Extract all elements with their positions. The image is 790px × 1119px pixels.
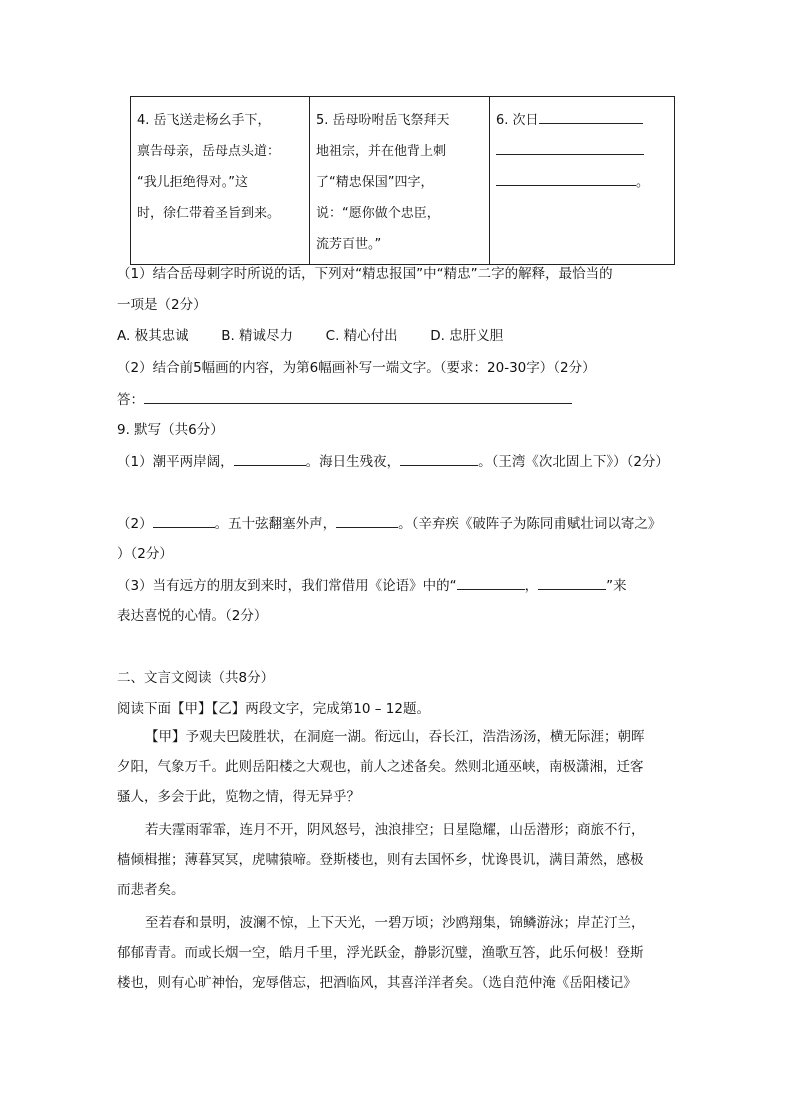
q9-item-3-text-b: ，	[524, 578, 539, 594]
section-2-title: 二、文言文阅读（共8分）	[117, 670, 275, 686]
q9-item-2-text-a: （2）	[117, 516, 153, 532]
q1-stem-line-1: （1）结合岳母刺字时所说的话，下列对“精忠报国”中“精忠”二字的解释，最恰当的	[117, 266, 613, 282]
q2-stem: （2）结合前5幅画的内容，为第6幅画补写一端文字。（要求：20-30字）（2分）	[117, 360, 596, 376]
q9-item-2-text-c: 。（辛弃疾《破阵子为陈同甫赋壮词以寄之》	[398, 516, 662, 532]
q2-answer-label: 答：	[117, 392, 144, 408]
panel-5-line: 说：“愿你做个忠臣，	[316, 206, 440, 221]
q9-item-3-blank-1[interactable]	[457, 573, 525, 590]
panel-6-blank-2[interactable]	[496, 138, 644, 155]
q9-item-3-text-a: （3）当有远方的朋友到来时，我们常借用《论语》中的“	[117, 578, 457, 594]
q9-item-3-text-c: ”来	[606, 578, 627, 594]
q1-option-d[interactable]: D. 忠肝义胆	[430, 328, 504, 344]
q2-answer-row	[117, 387, 572, 408]
q9-item-3-cont: 表达喜悦的心情。（2分）	[117, 608, 268, 624]
q9-item-1-text-c: 。（王湾《次北固上下》）（2分）	[478, 454, 669, 470]
q9-item-2-blank-1[interactable]	[153, 511, 215, 528]
q9-item-1-text-a: （1）潮平两岸阔，	[117, 454, 234, 470]
panel-6-line	[496, 136, 668, 167]
panel-6-line	[496, 105, 668, 136]
panel-5-line: 5. 岳母吩咐岳飞祭拜天	[316, 113, 450, 128]
passage-para-1	[117, 722, 645, 812]
panel-6-label: 6. 次日	[496, 113, 539, 128]
q1-stem-line-2: 一项是（2分）	[117, 297, 207, 313]
panel-4-line: 时，徐仁带着圣旨到来。	[137, 206, 281, 221]
story-panel-table	[130, 96, 675, 265]
panel-4-line: 禀告母亲，岳母点头道：	[137, 144, 281, 159]
q9-item-2-text-b: 。五十弦翻塞外声，	[214, 516, 337, 532]
panel-6-end-mark: 。	[636, 175, 650, 190]
panel-6-line	[496, 167, 668, 198]
q1-option-b[interactable]: B. 精诚尽力	[221, 328, 294, 344]
panel-5-line: 了“精忠保国”四字，	[316, 175, 434, 190]
q9-title: 9. 默写（共6分）	[117, 422, 224, 438]
q9-item-1	[117, 449, 669, 470]
passage-line: 而悲者矣。	[117, 882, 185, 898]
q9-item-3-blank-2[interactable]	[538, 573, 606, 590]
q9-item-3	[117, 573, 627, 594]
panel-6-cell	[490, 97, 675, 265]
section-2-instruction: 阅读下面【甲】【乙】两段文字，完成第10 – 12题。	[117, 701, 430, 717]
passage-line: 郁郁青青。而或长烟一空，皓月千里，浮光跃金，静影沉璧，渔歌互答，此乐何极！登斯	[117, 945, 644, 961]
passage-line: 【甲】予观夫巴陵胜状，在洞庭一湖。衔远山，吞长江，浩浩汤汤，横无际涯；朝晖	[145, 729, 645, 745]
passage-line: 若夫霪雨霏霏，连月不开，阴风怒号，浊浪排空；日星隐耀，山岳潜形；商旅不行，	[145, 822, 645, 838]
panel-4-cell	[131, 97, 310, 265]
panel-4-line: “我儿拒绝得对。”这	[137, 175, 248, 190]
panel-6-blank-1[interactable]	[539, 107, 643, 124]
q2-answer-blank[interactable]	[144, 387, 572, 404]
panel-6-blank-3[interactable]	[496, 169, 636, 186]
passage-line: 骚人，多会于此，览物之情，得无异乎？	[117, 789, 360, 805]
q9-item-1-text-b: 。海日生残夜，	[305, 454, 401, 470]
passage-line: 楼也，则有心旷神怡，宠辱偕忘，把酒临风，其喜洋洋者矣。（选自范仲淹《岳阳楼记》	[117, 975, 637, 991]
q1-option-c[interactable]: C. 精心付出	[325, 328, 398, 344]
passage-line: 樯倾楫摧；薄暮冥冥，虎啸猿啼。登斯楼也，则有去国怀乡，忧谗畏讥，满目萧然，感极	[117, 852, 644, 868]
passage-para-2	[117, 815, 645, 905]
panel-5-line: 流芳百世。”	[316, 237, 382, 252]
q9-item-2	[117, 511, 661, 532]
panel-4-line: 4. 岳飞送走杨幺手下，	[137, 113, 271, 128]
q9-item-1-blank-1[interactable]	[234, 449, 306, 466]
panel-5-line: 地祖宗，并在他背上刺	[316, 144, 447, 159]
passage-line: 至若春和景明，波澜不惊，上下天光，一碧万顷；沙鸥翔集，锦鳞游泳；岸芷汀兰，	[145, 915, 645, 931]
q1-options	[117, 324, 503, 344]
panel-5-cell	[310, 97, 490, 265]
q9-item-2-cont: ）（2分）	[117, 546, 173, 562]
passage-para-3	[117, 908, 645, 998]
q9-item-2-blank-2[interactable]	[336, 511, 398, 528]
passage-line: 夕阳，气象万千。此则岳阳楼之大观也，前人之述备矣。然则北通巫峡，南极潇湘，迁客	[117, 759, 644, 775]
q9-item-1-blank-2[interactable]	[400, 449, 478, 466]
q1-option-a[interactable]: A. 极其忠诚	[117, 328, 189, 344]
